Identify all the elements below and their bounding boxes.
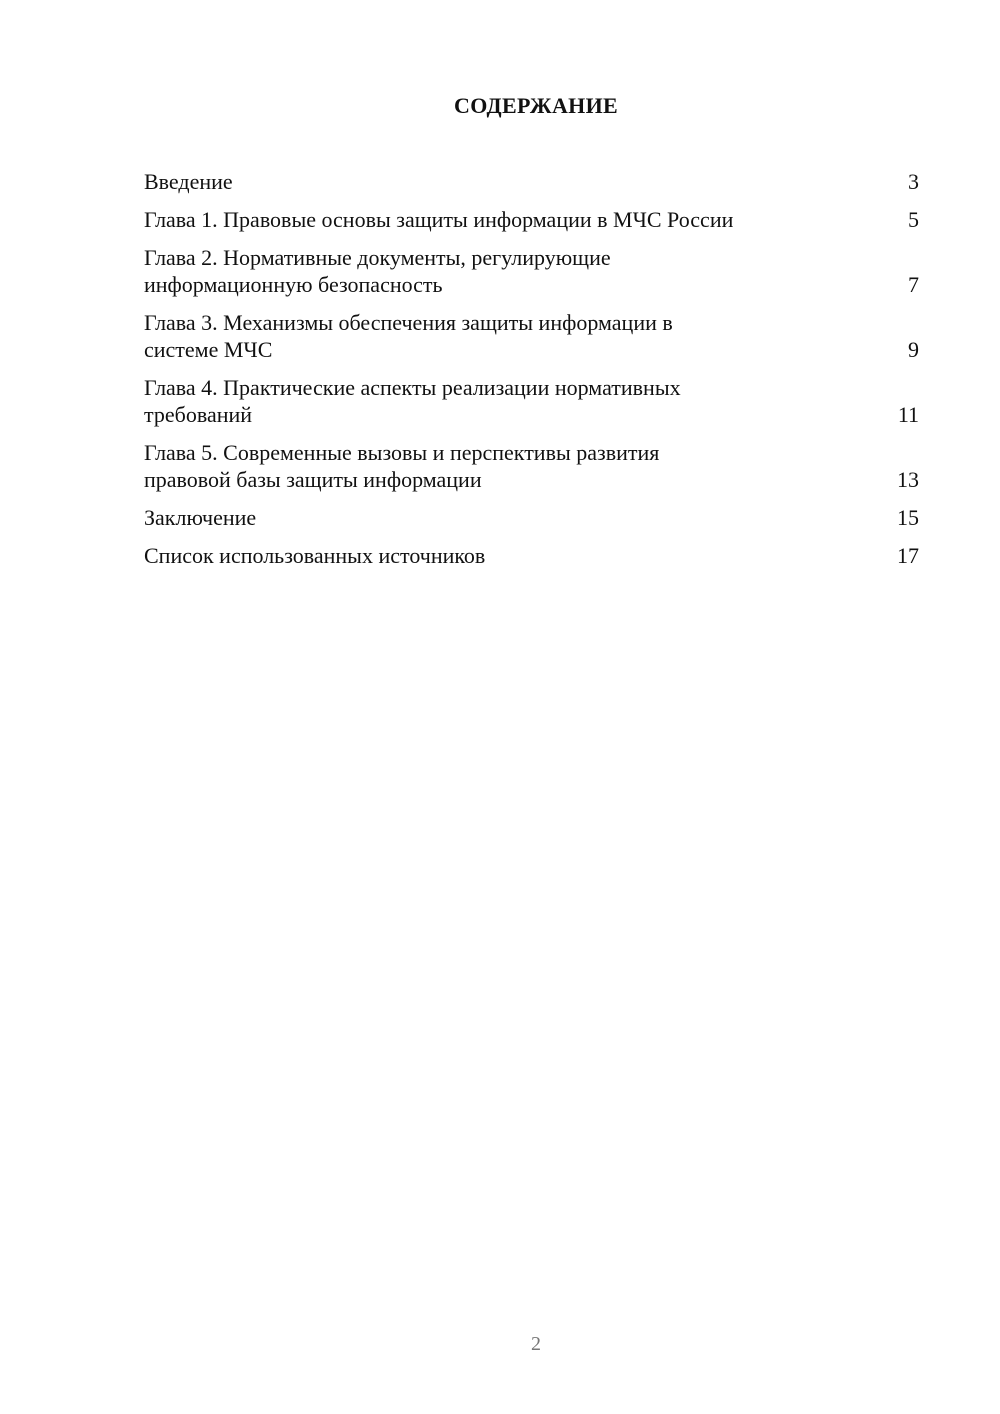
toc-entry-page: 17: [897, 543, 919, 568]
toc-entry-text: Глава 3. Механизмы обеспечения защиты информации в системе МЧС: [144, 310, 673, 362]
toc-entry-references: [144, 542, 919, 569]
toc-entry-page: 7: [908, 272, 919, 297]
toc-entry-page: 3: [908, 169, 919, 194]
toc-entry-introduction: [144, 168, 919, 195]
toc-entry-chapter-2: [144, 244, 919, 298]
toc-entry-page: 11: [897, 402, 919, 427]
toc-entry-chapter-3: [144, 309, 919, 363]
toc-entry-conclusion: [144, 504, 919, 531]
table-of-contents: [144, 168, 919, 580]
toc-entry-text: Введение: [144, 169, 233, 194]
toc-entry-text: Список использованных источников: [144, 543, 486, 568]
toc-entry-text: Глава 1. Правовые основы защиты информации в МЧС России: [144, 207, 734, 232]
toc-entry-chapter-1: [144, 206, 919, 233]
toc-entry-page: 13: [897, 467, 919, 492]
toc-entry-text: Глава 4. Практические аспекты реализации нормативных требований: [144, 375, 681, 427]
page-title: СОДЕРЖАНИЕ: [454, 93, 618, 118]
toc-entry-page: 15: [897, 505, 919, 530]
page-number: 2: [531, 1333, 541, 1355]
toc-entry-chapter-5: [144, 439, 919, 493]
toc-entry-page: 9: [908, 337, 919, 362]
toc-entry-chapter-4: [144, 374, 919, 428]
toc-entry-text: Заключение: [144, 505, 257, 530]
toc-entry-page: 5: [908, 207, 919, 232]
toc-entry-text: Глава 5. Современные вызовы и перспективы развития правовой базы защиты информации: [144, 440, 660, 492]
toc-entry-text: Глава 2. Нормативные документы, регулирующие информационную безопасность: [144, 245, 611, 297]
